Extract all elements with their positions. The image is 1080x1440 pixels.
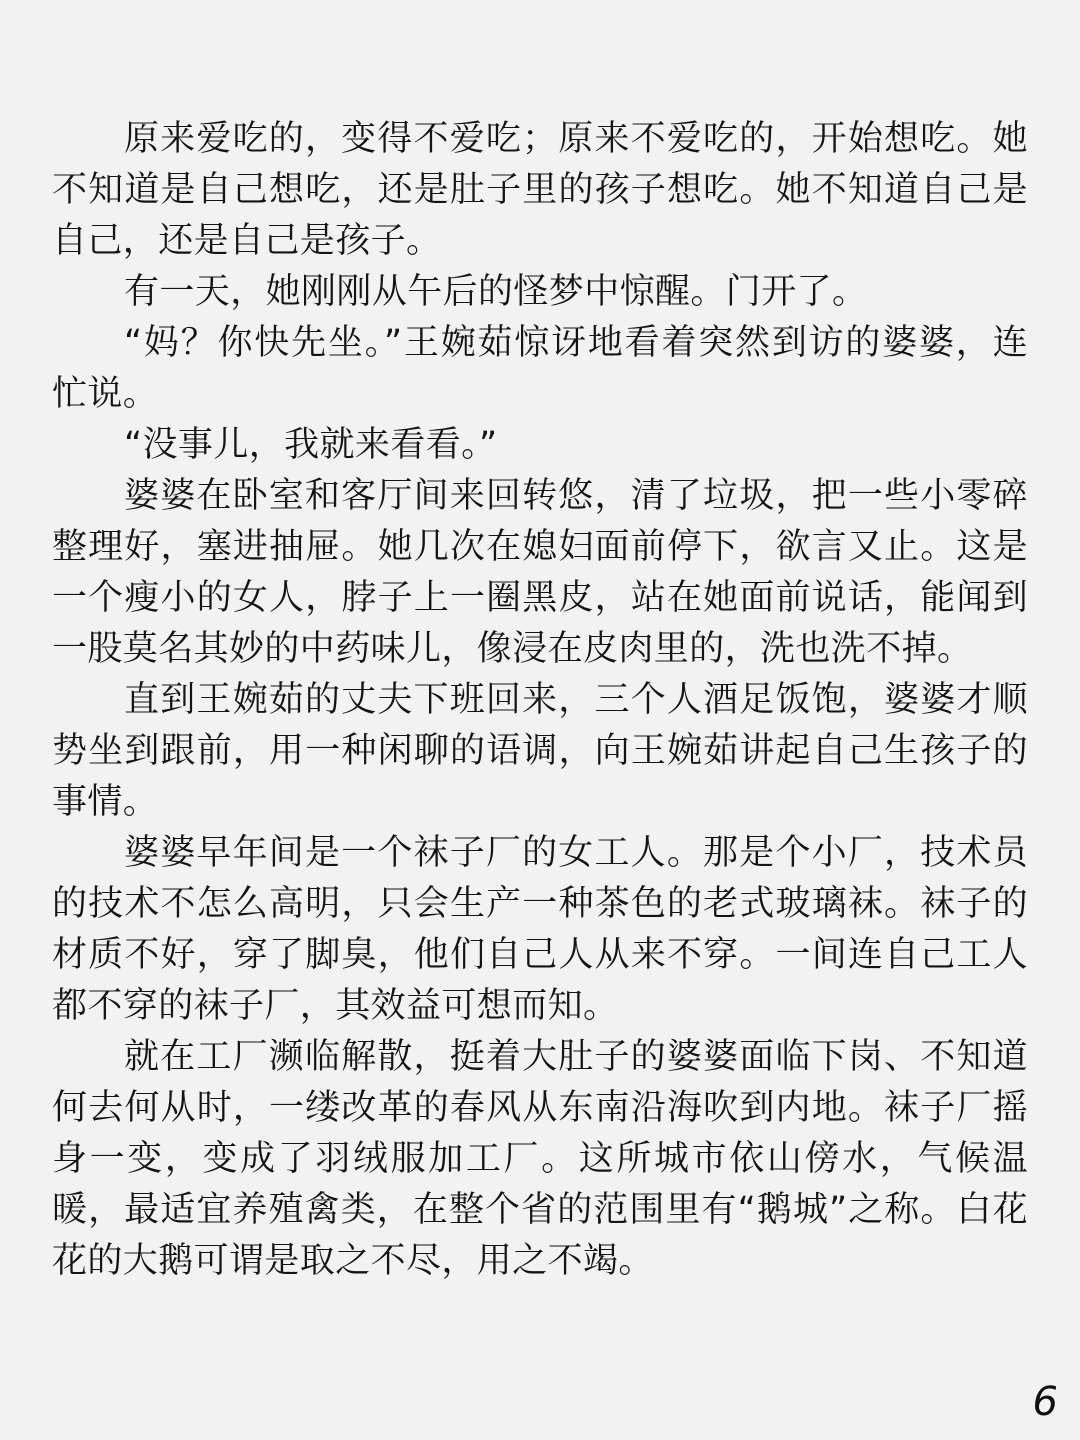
paragraph: 有一天，她刚刚从午后的怪梦中惊醒。门开了。 <box>124 272 868 312</box>
paragraph: “妈？你快先坐。”王婉茹惊讶地看着突然到访的婆婆，连忙说。 <box>52 323 1028 414</box>
paragraph: 就在工厂濒临解散，挺着大肚子的婆婆面临下岗、不知道何去何从时，一缕改革的春风从东南沿海吹到内地。袜子厂摇身一变，变成了羽绒服加工厂。这所城市依山傍水，气候温暖，最适宜养殖禽类，在整个省的范围里有“鹅城”之称。白花花的大鹅可谓是取之不尽，用之不竭。 <box>52 1037 1028 1281</box>
page-number: 6 <box>1032 1379 1058 1425</box>
paragraph: 直到王婉茹的丈夫下班回来，三个人酒足饭饱，婆婆才顺势坐到跟前，用一种闲聊的语调，向王婉茹讲起自己生孩子的事情。 <box>52 680 1028 822</box>
text-body <box>52 114 1028 1287</box>
paragraph: 原来爱吃的，变得不爱吃；原来不爱吃的，开始想吃。她不知道是自己想吃，还是肚子里的孩子想吃。她不知道自己是自己，还是自己是孩子。 <box>52 119 1028 261</box>
paragraph: 婆婆在卧室和客厅间来回转悠，清了垃圾，把一些小零碎整理好，塞进抽屉。她几次在媳妇面前停下，欲言又止。这是一个瘦小的女人，脖子上一圈黑皮，站在她面前说话，能闻到一股莫名其妙的中药味儿，像浸在皮肉里的，洗也洗不掉。 <box>52 476 1028 669</box>
paragraph: “没事儿，我就来看看。” <box>124 425 498 465</box>
paragraph: 婆婆早年间是一个袜子厂的女工人。那是个小厂，技术员的技术不怎么高明，只会生产一种茶色的老式玻璃袜。袜子的材质不好，穿了脚臭，他们自己人从来不穿。一间连自己工人都不穿的袜子厂，其效益可想而知。 <box>52 833 1028 1026</box>
